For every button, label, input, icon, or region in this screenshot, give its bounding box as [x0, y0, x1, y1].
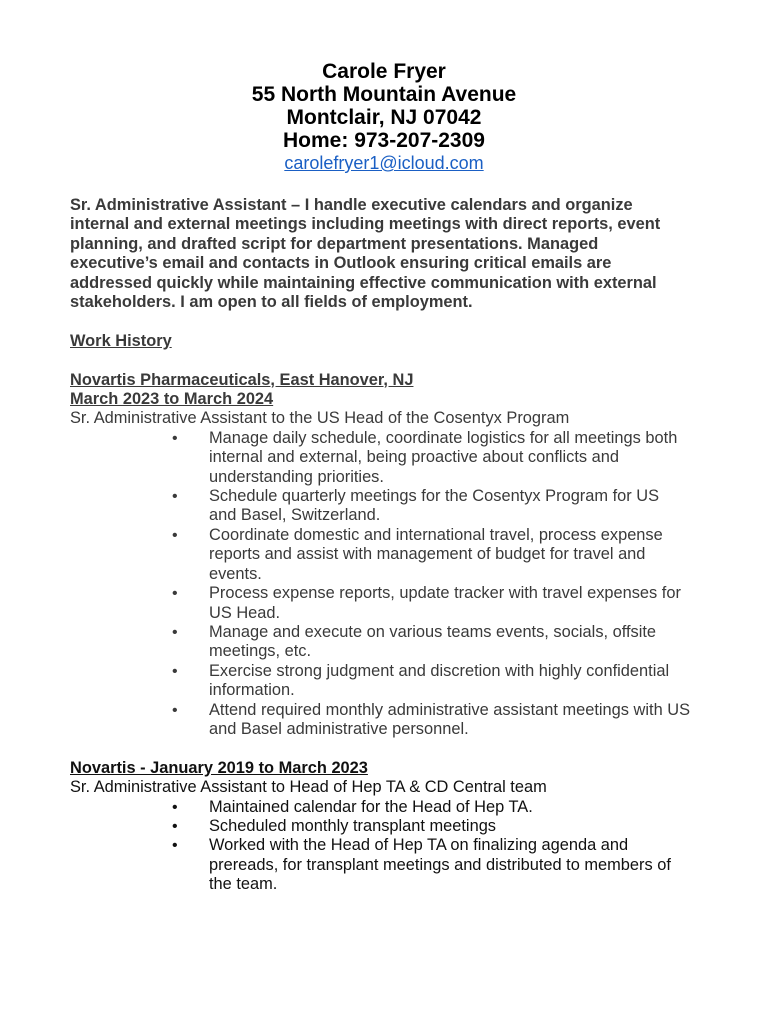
bullet-icon: • [172, 662, 178, 680]
job-role: Sr. Administrative Assistant to Head of Hep TA & CD Central team [70, 778, 547, 797]
email-link[interactable]: carolefryer1@icloud.com [284, 153, 484, 173]
bullet-icon: • [172, 488, 178, 506]
job-role: Sr. Administrative Assistant to the US Head of the Cosentyx Program [70, 409, 570, 428]
address-line-2: Montclair, NJ 07042 [286, 106, 482, 129]
bullet-icon: • [172, 817, 178, 835]
list-item: • Maintained calendar for the Head of Hep TA. [172, 797, 533, 816]
professional-summary: Sr. Administrative Assistant – I handle executive calendars and organize internal and external meetings including meetings with direct reports, event planning, and drafted script for department presentations. Managed executive’s email and contacts in Outlook ensuring critical emails are addressed quickly while maintaining effective communication with external stakeholders. I am open to all fields of employment. [70, 196, 661, 312]
list-item: • Attend required monthly administrative assistant meetings with US and Basel administrative personnel. [172, 700, 691, 738]
job-company-dates: Novartis - January 2019 to March 2023 [70, 758, 368, 777]
job-company: Novartis Pharmaceuticals, East Hanover, NJ [70, 370, 414, 389]
bullet-icon: • [172, 798, 178, 816]
list-item: • Manage daily schedule, coordinate logistics for all meetings both internal and external, being proactive about conflicts and understanding priorities. [172, 428, 678, 486]
bullet-icon: • [172, 585, 178, 603]
bullet-icon: • [172, 837, 178, 855]
job-entry [70, 371, 690, 740]
contact-header [0, 60, 768, 174]
list-item: • Exercise strong judgment and discretion with highly confidential information. [172, 661, 670, 700]
bullet-icon: • [172, 429, 178, 447]
address-line-1: 55 North Mountain Avenue [251, 83, 517, 106]
job-entry [70, 759, 690, 895]
resume-body [70, 196, 690, 895]
bullet-icon: • [172, 701, 178, 719]
bullet-icon: • [172, 526, 178, 544]
job-duties-list [70, 429, 690, 740]
phone-number: Home: 973-207-2309 [283, 129, 485, 152]
work-history-heading: Work History [70, 331, 172, 350]
list-item: • Manage and execute on various teams events, socials, offsite meetings, etc. [172, 622, 657, 661]
list-item: • Scheduled monthly transplant meetings [172, 816, 497, 835]
list-item: • Process expense reports, update tracker with travel expenses for US Head. [172, 584, 681, 622]
job-duties-list [70, 798, 690, 895]
list-item: • Coordinate domestic and international travel, process expense reports and assist with management of budget for travel and events. [172, 525, 663, 583]
job-dates: March 2023 to March 2024 [70, 390, 274, 409]
candidate-name: Carole Fryer [322, 60, 446, 83]
bullet-icon: • [172, 623, 178, 641]
list-item: • Schedule quarterly meetings for the Cosentyx Program for US and Basel, Switzerland. [172, 487, 660, 525]
list-item: • Worked with the Head of Hep TA on finalizing agenda and prereads, for transplant meetings and distributed to members of the team. [172, 836, 671, 894]
